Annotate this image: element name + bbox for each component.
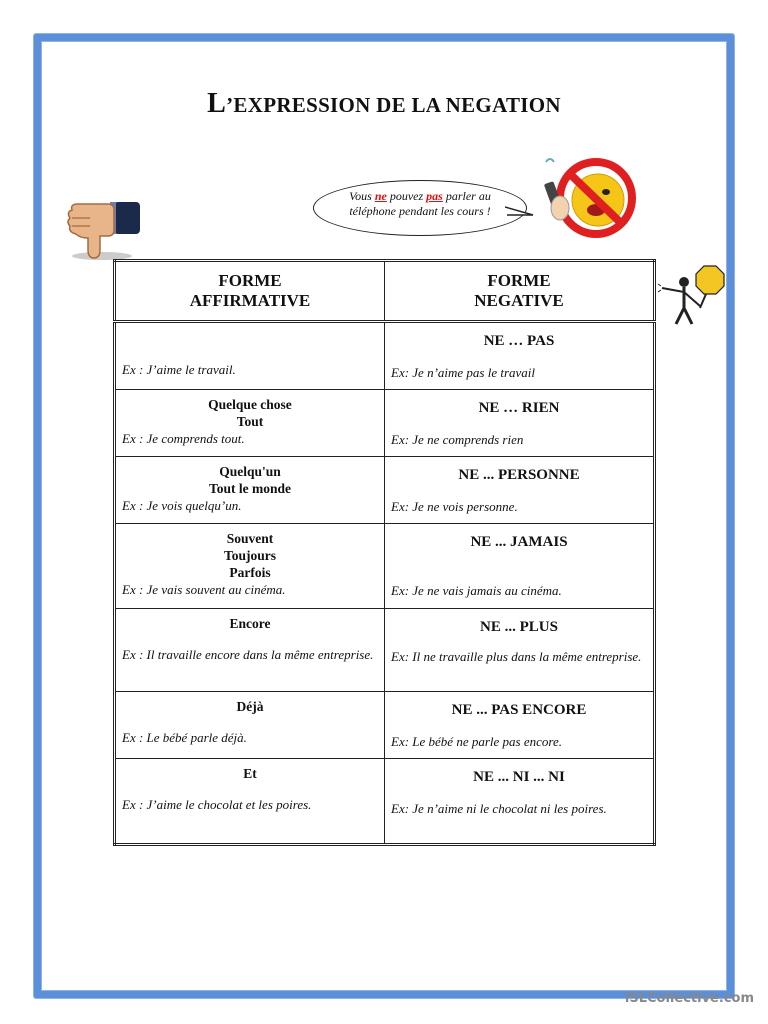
negative-cell (385, 390, 653, 456)
negative-example: Ex: Je ne comprends rien (391, 432, 524, 447)
affirmative-cell (116, 390, 384, 456)
page-title: L’EXPRESSION DE LA NEGATION (207, 88, 561, 119)
affirmative-word: Toujours (223, 548, 277, 563)
table-row (115, 609, 655, 692)
table-row (115, 759, 655, 845)
negation-table (113, 259, 656, 846)
negation-word: NE ... JAMAIS (470, 534, 568, 550)
thumbs-down-icon (64, 196, 146, 262)
stick-figure-sign-icon (656, 262, 730, 328)
affirmative-word: Déjà (236, 699, 264, 714)
affirmative-example: Ex : Je vais souvent au cinéma. (122, 582, 286, 597)
table-row (115, 390, 655, 457)
affirmative-word: Quelque chose (208, 397, 292, 412)
affirmative-word: Souvent (226, 531, 274, 546)
speech-bubble-tail (505, 205, 535, 219)
table-header-row (115, 261, 655, 322)
table-row (115, 524, 655, 609)
negation-word: NE … RIEN (478, 400, 560, 416)
negative-example: Ex: Le bébé ne parle pas encore. (391, 734, 562, 749)
negative-cell (385, 692, 653, 758)
affirmative-word: Parfois (229, 565, 271, 580)
affirmative-example: Ex : Le bébé parle déjà. (122, 730, 247, 745)
affirmative-example: Ex : Je vois quelqu’un. (122, 498, 242, 513)
negation-word: NE ... PAS ENCORE (451, 702, 587, 718)
negative-example: Ex: Je ne vais jamais au cinéma. (391, 583, 562, 598)
negation-word: NE … PAS (483, 333, 555, 349)
negative-example: Ex: Je ne vois personne. (391, 499, 518, 514)
watermark: iSLCollective.com (624, 991, 754, 1006)
table-row (115, 692, 655, 759)
affirmative-word: Quelqu'un (219, 464, 281, 479)
affirmative-word: Et (243, 766, 257, 781)
affirmative-cell (116, 609, 384, 691)
negative-cell (385, 323, 653, 389)
affirmative-word: Tout le monde (208, 481, 291, 496)
affirmative-cell (116, 759, 384, 843)
negative-example: Ex: Il ne travaille plus dans la même entreprise. (391, 649, 642, 664)
affirmative-example: Ex : Il travaille encore dans la même entreprise. (122, 647, 374, 662)
header-affirmative: FORME AFFIRMATIVE (115, 261, 385, 322)
speech-bubble: Vous ne pouvez pas parler au téléphone pendant les cours ! (313, 180, 527, 236)
affirmative-cell (116, 323, 384, 389)
table-row (115, 457, 655, 524)
negative-example: Ex: Je n’aime pas le travail (391, 365, 536, 380)
negation-word: NE ... PERSONNE (458, 467, 580, 483)
affirmative-cell (116, 457, 384, 523)
affirmative-example: Ex : J’aime le travail. (122, 362, 236, 377)
affirmative-word: Tout (236, 414, 264, 429)
affirmative-example: Ex : Je comprends tout. (122, 431, 245, 446)
table-row (115, 322, 655, 390)
header-negative: FORME NEGATIVE (385, 261, 655, 322)
no-phone-sign-icon (538, 152, 642, 248)
negation-word: NE ... NI ... NI (473, 769, 565, 785)
affirmative-example: Ex : J’aime le chocolat et les poires. (122, 797, 312, 812)
negative-cell (385, 759, 653, 843)
negative-cell (385, 524, 653, 608)
negative-cell (385, 609, 653, 691)
affirmative-word: Encore (229, 616, 271, 631)
negative-example: Ex: Je n’aime ni le chocolat ni les poires. (391, 801, 607, 816)
negation-word: NE ... PLUS (480, 619, 558, 635)
affirmative-cell (116, 692, 384, 758)
negative-cell (385, 457, 653, 523)
affirmative-cell (116, 524, 384, 608)
